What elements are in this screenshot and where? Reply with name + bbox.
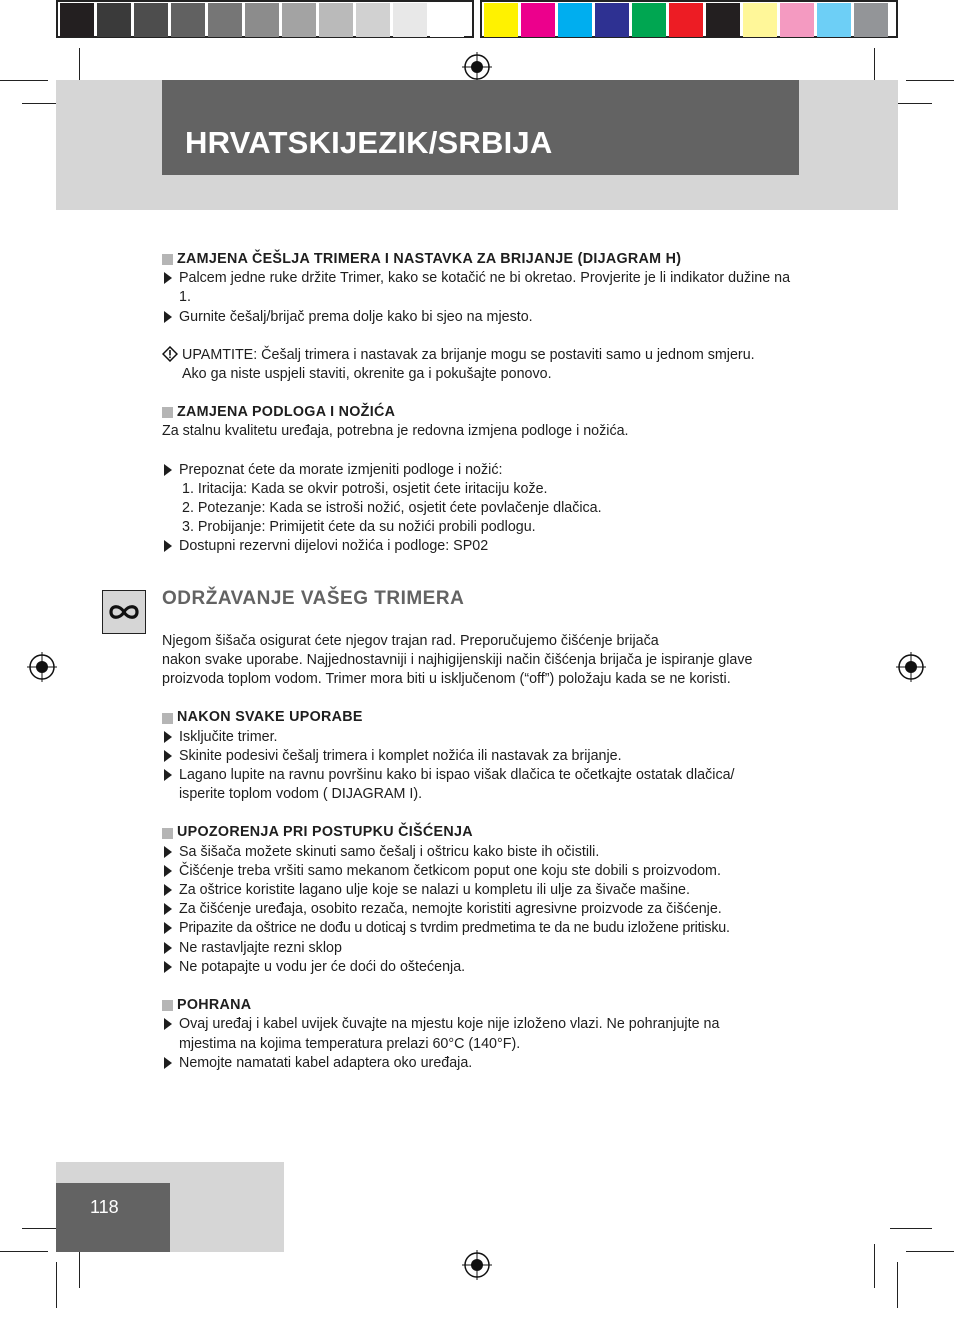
color-swatch <box>60 3 94 37</box>
bullet-triangle-icon <box>162 843 179 862</box>
section-heading-storage: POHRANA <box>162 996 802 1015</box>
bullet-triangle-icon <box>162 766 179 804</box>
warning-icon <box>162 346 182 384</box>
list-item: Lagano lupite na ravnu površinu kako bi ispao višak dlačica te očetkajte ostatak dlačica/ isperite toplom vodom ( DIJAGRAM I). <box>162 766 777 804</box>
bullet-triangle-icon <box>162 939 179 958</box>
registration-mark-icon <box>27 652 57 682</box>
section-heading-after-use: NAKON SVAKE UPORABE <box>162 708 802 727</box>
list-item: Ovaj uređaj i kabel uvijek čuvajte na mjestu koje nije izloženo vlazi. Ne pohranjujte na mjestima na kojima temperatura prelazi 60°C (140°F). <box>162 1015 777 1053</box>
list-item: Palcem jedne ruke držite Trimer, kako se kotačić ne bi okretao. Provjerite je li indikator dužine na 1. <box>162 269 802 307</box>
heading-square-icon <box>162 407 173 418</box>
bullet-triangle-icon <box>162 1054 179 1073</box>
list-item: Ne rastavljajte rezni sklop <box>162 939 802 958</box>
page-title: HRVATSKIJEZIK/SRBIJA <box>185 125 553 160</box>
bullet-triangle-icon <box>162 1015 179 1053</box>
color-swatch <box>484 3 518 37</box>
list-item: Dostupni rezervni dijelovi nožića i podloge: SP02 <box>162 537 802 556</box>
gray-calibration-bar <box>60 0 467 38</box>
color-swatch <box>558 3 592 37</box>
list-item: Skinite podesivi češalj trimera i komplet nožića ili nastavak za brijanje. <box>162 747 802 766</box>
infinity-icon <box>103 591 145 633</box>
main-content <box>162 250 802 1073</box>
color-swatch <box>208 3 242 37</box>
registration-mark-icon <box>896 652 926 682</box>
color-swatch <box>282 3 316 37</box>
bullet-triangle-icon <box>162 747 179 766</box>
bullet-triangle-icon <box>162 958 179 977</box>
crop-mark <box>906 1251 954 1252</box>
color-swatch <box>780 3 814 37</box>
color-swatch <box>134 3 168 37</box>
paragraph-line: Njegom šišača osigurat ćete njegov trajan rad. Preporučujemo čišćenje brijača <box>162 632 659 649</box>
note-line: UPAMTITE: Češalj trimera i nastavak za brijanje mogu se postaviti samo u jednom smjeru. <box>182 346 755 363</box>
list-item: Isključite trimer. <box>162 728 802 747</box>
color-swatch <box>245 3 279 37</box>
bullet-triangle-icon <box>162 461 179 480</box>
color-swatch <box>595 3 629 37</box>
color-swatch <box>319 3 353 37</box>
list-item: Čišćenje treba vršiti samo mekanom četkicom poput one koju ste dobili s proizvodom. <box>162 862 802 881</box>
sub-list-item: 1. Iritacija: Kada se okvir potroši, osjetit ćete iritaciju kože. <box>182 480 548 497</box>
crop-mark <box>890 1228 932 1229</box>
crop-mark <box>56 1262 57 1308</box>
list-item: Pripazite da oštrice ne dođu u doticaj s tvrdim predmetima te da ne budu izložene pritisku. <box>162 919 822 938</box>
note-line: Ako ga niste uspjeli staviti, okrenite ga i pokušajte ponovo. <box>182 366 552 383</box>
section-heading-cleaning: UPOZORENJA PRI POSTUPKU ČIŠĆENJA <box>162 823 802 842</box>
color-swatch <box>743 3 777 37</box>
crop-mark <box>0 1251 48 1252</box>
registration-mark-icon <box>462 52 492 82</box>
color-swatch <box>706 3 740 37</box>
color-swatch <box>817 3 851 37</box>
color-calibration-bar <box>484 0 891 38</box>
bullet-triangle-icon <box>162 881 179 900</box>
paragraph-line: proizvoda toplom vodom. Trimer mora biti u isključenom (“off”) položaju kada se ne koristi. <box>162 671 731 688</box>
color-swatch <box>632 3 666 37</box>
bullet-triangle-icon <box>162 728 179 747</box>
section-title-maintenance: ODRŽAVANJE VAŠEG TRIMERA <box>162 587 465 609</box>
crop-mark <box>874 1244 875 1288</box>
crop-mark <box>0 80 48 81</box>
bullet-triangle-icon <box>162 537 179 556</box>
color-swatch <box>393 3 427 37</box>
color-swatch <box>521 3 555 37</box>
note <box>162 346 802 384</box>
bullet-triangle-icon <box>162 900 179 919</box>
maintenance-section-icon <box>102 590 146 634</box>
sub-list-item: 2. Potezanje: Kada se istroši nožić, osjetit ćete povlačenje dlačica. <box>182 500 602 517</box>
page-number: 118 <box>90 1197 119 1217</box>
list-item: Sa šišača možete skinuti samo češalj i oštricu kako biste ih očistili. <box>162 843 802 862</box>
heading-square-icon <box>162 254 173 265</box>
list-item: Ne potapajte u vodu jer će doći do oštećenja. <box>162 958 802 977</box>
bullet-triangle-icon <box>162 862 179 881</box>
crop-mark <box>906 80 954 81</box>
section-heading-foil: ZAMJENA PODLOGA I NOŽIĆA <box>162 403 802 422</box>
list-item: Nemojte namatati kabel adaptera oko uređaja. <box>162 1054 802 1073</box>
color-swatch <box>171 3 205 37</box>
paragraph: Za stalnu kvalitetu uređaja, potrebna je redovna izmjena podloge i nožića. <box>162 423 629 440</box>
color-swatch <box>854 3 888 37</box>
bullet-triangle-icon <box>162 308 179 327</box>
heading-square-icon <box>162 828 173 839</box>
registration-mark-icon <box>462 1250 492 1280</box>
bullet-triangle-icon <box>162 269 179 307</box>
color-swatch <box>97 3 131 37</box>
crop-mark <box>897 1262 898 1308</box>
color-swatch <box>430 3 464 37</box>
color-swatch <box>669 3 703 37</box>
list-item: Prepoznat ćete da morate izmjeniti podloge i nožić: <box>162 461 802 480</box>
heading-square-icon <box>162 713 173 724</box>
list-item: Za čišćenje uređaja, osobito rezača, nemojte koristiti agresivne proizvode za čišćenje. <box>162 900 802 919</box>
list-item: Za oštrice koristite lagano ulje koje se nalazi u kompletu ili ulje za šivače mašine. <box>162 881 802 900</box>
section-heading-comb: ZAMJENA ČEŠLJA TRIMERA I NASTAVKA ZA BRIJANJE (DIJAGRAM H) <box>162 250 802 269</box>
list-item: Gurnite češalj/brijač prema dolje kako bi sjeo na mjesto. <box>162 308 802 327</box>
heading-square-icon <box>162 1000 173 1011</box>
bullet-triangle-icon <box>162 919 179 938</box>
paragraph-line: nakon svake uporabe. Najjednostavniji i najhigijenskiji način čišćenja brijača je ispiranje glave <box>162 652 753 669</box>
color-swatch <box>356 3 390 37</box>
sub-list-item: 3. Probijanje: Primijetit ćete da su nožići probili podlogu. <box>182 519 536 536</box>
